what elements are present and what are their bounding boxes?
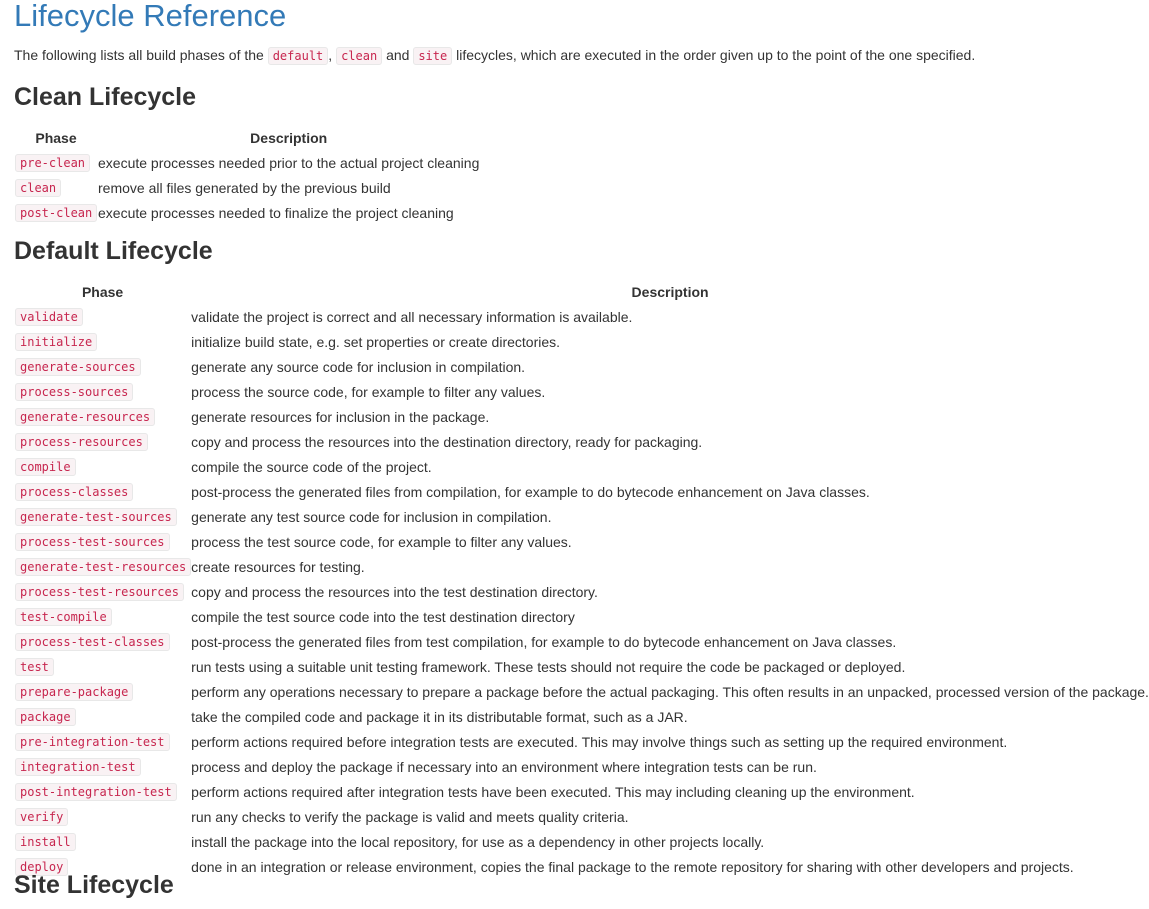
intro-text-and: and <box>382 47 414 63</box>
phase-name: pre-integration-test <box>15 733 170 751</box>
table-row <box>14 150 479 175</box>
clean-lifecycle-heading: Clean Lifecycle <box>14 83 197 111</box>
page-title: Lifecycle Reference <box>14 0 287 33</box>
inline-code-default: default <box>268 47 329 65</box>
table-row <box>14 429 1149 454</box>
intro-separator: , <box>328 47 333 63</box>
phase-cell <box>14 150 98 175</box>
phase-description: process the source code, for example to filter any values. <box>191 383 546 400</box>
phase-name: post-clean <box>15 204 97 222</box>
phase-cell <box>14 629 191 654</box>
phase-description: install the package into the local repository, for use as a dependency in other projects locally. <box>191 833 765 850</box>
phase-cell <box>14 200 98 225</box>
phase-description: post-process the generated files from test compilation, for example to do bytecode enhancement on Java classes. <box>191 633 897 650</box>
phase-cell <box>14 754 191 779</box>
table-row <box>14 479 1149 504</box>
site-lifecycle-heading: Site Lifecycle <box>14 871 174 899</box>
table-row <box>14 554 1149 579</box>
phase-name: prepare-package <box>15 683 133 701</box>
phase-cell <box>14 429 191 454</box>
phase-cell <box>14 304 191 329</box>
phase-description: generate any source code for inclusion in compilation. <box>191 358 526 375</box>
table-row <box>14 854 1149 879</box>
phase-description: generate resources for inclusion in the package. <box>191 408 490 425</box>
phase-name: compile <box>15 458 76 476</box>
phase-name: post-integration-test <box>15 783 177 801</box>
table-row <box>14 804 1149 829</box>
phase-name: generate-sources <box>15 358 141 376</box>
table-row <box>14 379 1149 404</box>
phase-cell <box>14 175 98 200</box>
phase-cell <box>14 604 191 629</box>
phase-name: deploy <box>15 858 68 876</box>
phase-name: process-classes <box>15 483 133 501</box>
phase-name: verify <box>15 808 68 826</box>
phase-cell <box>14 329 191 354</box>
table-row <box>14 175 479 200</box>
default-lifecycle-heading: Default Lifecycle <box>14 237 213 265</box>
phase-cell <box>14 354 191 379</box>
phase-name: package <box>15 708 76 726</box>
table-row <box>14 629 1149 654</box>
phase-description: perform actions required before integration tests are executed. This may involve things such as setting up the required environment. <box>191 733 1008 750</box>
phase-cell <box>14 504 191 529</box>
phase-cell <box>14 704 191 729</box>
phase-name: clean <box>15 179 61 197</box>
phase-cell <box>14 454 191 479</box>
inline-code-clean: clean <box>336 47 382 65</box>
inline-code-site: site <box>413 47 452 65</box>
phase-name: process-sources <box>15 383 133 401</box>
phase-name: process-test-classes <box>15 633 170 651</box>
phase-description: done in an integration or release environment, copies the final package to the remote repository for sharing with other developers and projects. <box>191 858 1074 875</box>
table-row <box>14 329 1149 354</box>
phase-cell <box>14 679 191 704</box>
phase-description: take the compiled code and package it in its distributable format, such as a JAR. <box>191 708 688 725</box>
phase-description: copy and process the resources into the test destination directory. <box>191 583 598 600</box>
phase-name: process-test-resources <box>15 583 184 601</box>
table-row <box>14 354 1149 379</box>
phase-description: process the test source code, for example to filter any values. <box>191 533 572 550</box>
phase-description: run tests using a suitable unit testing framework. These tests should not require the code be packaged or deployed. <box>191 658 906 675</box>
phase-name: process-test-sources <box>15 533 170 551</box>
table-row <box>14 604 1149 629</box>
phase-description: initialize build state, e.g. set properties or create directories. <box>191 333 561 350</box>
table-row <box>14 200 479 225</box>
description-column-header: Description <box>250 130 328 146</box>
phase-description: perform any operations necessary to prepare a package before the actual packaging. This often results in an unpacked, processed version of the package. <box>191 683 1149 700</box>
phase-description: validate the project is correct and all necessary information is available. <box>191 308 633 325</box>
phase-description: compile the test source code into the test destination directory <box>191 608 575 625</box>
table-row <box>14 529 1149 554</box>
phase-column-header: Phase <box>35 130 77 146</box>
phase-cell <box>14 654 191 679</box>
default-lifecycle-table <box>14 280 1149 879</box>
phase-name: validate <box>15 308 83 326</box>
phase-description: post-process the generated files from compilation, for example to do bytecode enhancement on Java classes. <box>191 483 870 500</box>
phase-name: generate-test-sources <box>15 508 177 526</box>
table-row <box>14 654 1149 679</box>
table-row <box>14 579 1149 604</box>
phase-name: generate-test-resources <box>15 558 191 576</box>
phase-cell <box>14 554 191 579</box>
phase-description: copy and process the resources into the destination directory, ready for packaging. <box>191 433 703 450</box>
table-row <box>14 729 1149 754</box>
phase-description: remove all files generated by the previous build <box>98 179 391 196</box>
table-row <box>14 679 1149 704</box>
intro-text: The following lists all build phases of the <box>14 47 268 63</box>
table-row <box>14 304 1149 329</box>
phase-name: integration-test <box>15 758 141 776</box>
table-row <box>14 504 1149 529</box>
table-header-row <box>14 126 479 150</box>
table-header-row <box>14 280 1149 304</box>
phase-name: install <box>15 833 76 851</box>
phase-description: create resources for testing. <box>191 558 365 575</box>
phase-cell <box>14 804 191 829</box>
phase-description: execute processes needed to finalize the project cleaning <box>98 204 454 221</box>
phase-cell <box>14 779 191 804</box>
phase-description: execute processes needed prior to the actual project cleaning <box>98 154 480 171</box>
table-row <box>14 779 1149 804</box>
phase-name: generate-resources <box>15 408 155 426</box>
description-column-header: Description <box>631 284 709 300</box>
phase-cell <box>14 579 191 604</box>
phase-description: perform actions required after integration tests have been executed. This may including cleaning up the environment. <box>191 783 915 800</box>
phase-name: test <box>15 658 54 676</box>
clean-lifecycle-table <box>14 126 479 225</box>
table-row <box>14 454 1149 479</box>
phase-name: test-compile <box>15 608 112 626</box>
phase-column-header: Phase <box>81 284 124 300</box>
phase-description: process and deploy the package if necessary into an environment where integration tests can be run. <box>191 758 817 775</box>
phase-name: pre-clean <box>15 154 90 172</box>
table-row <box>14 754 1149 779</box>
phase-cell <box>14 529 191 554</box>
intro-paragraph <box>14 45 975 66</box>
phase-description: compile the source code of the project. <box>191 458 432 475</box>
phase-name: process-resources <box>15 433 148 451</box>
table-row <box>14 704 1149 729</box>
phase-description: generate any test source code for inclusion in compilation. <box>191 508 552 525</box>
phase-description: run any checks to verify the package is valid and meets quality criteria. <box>191 808 629 825</box>
phase-cell <box>14 379 191 404</box>
phase-cell <box>14 729 191 754</box>
intro-text-end: lifecycles, which are executed in the order given up to the point of the one specified. <box>452 47 976 63</box>
phase-cell <box>14 404 191 429</box>
phase-cell <box>14 829 191 854</box>
phase-name: initialize <box>15 333 97 351</box>
table-row <box>14 404 1149 429</box>
phase-cell <box>14 479 191 504</box>
table-row <box>14 829 1149 854</box>
